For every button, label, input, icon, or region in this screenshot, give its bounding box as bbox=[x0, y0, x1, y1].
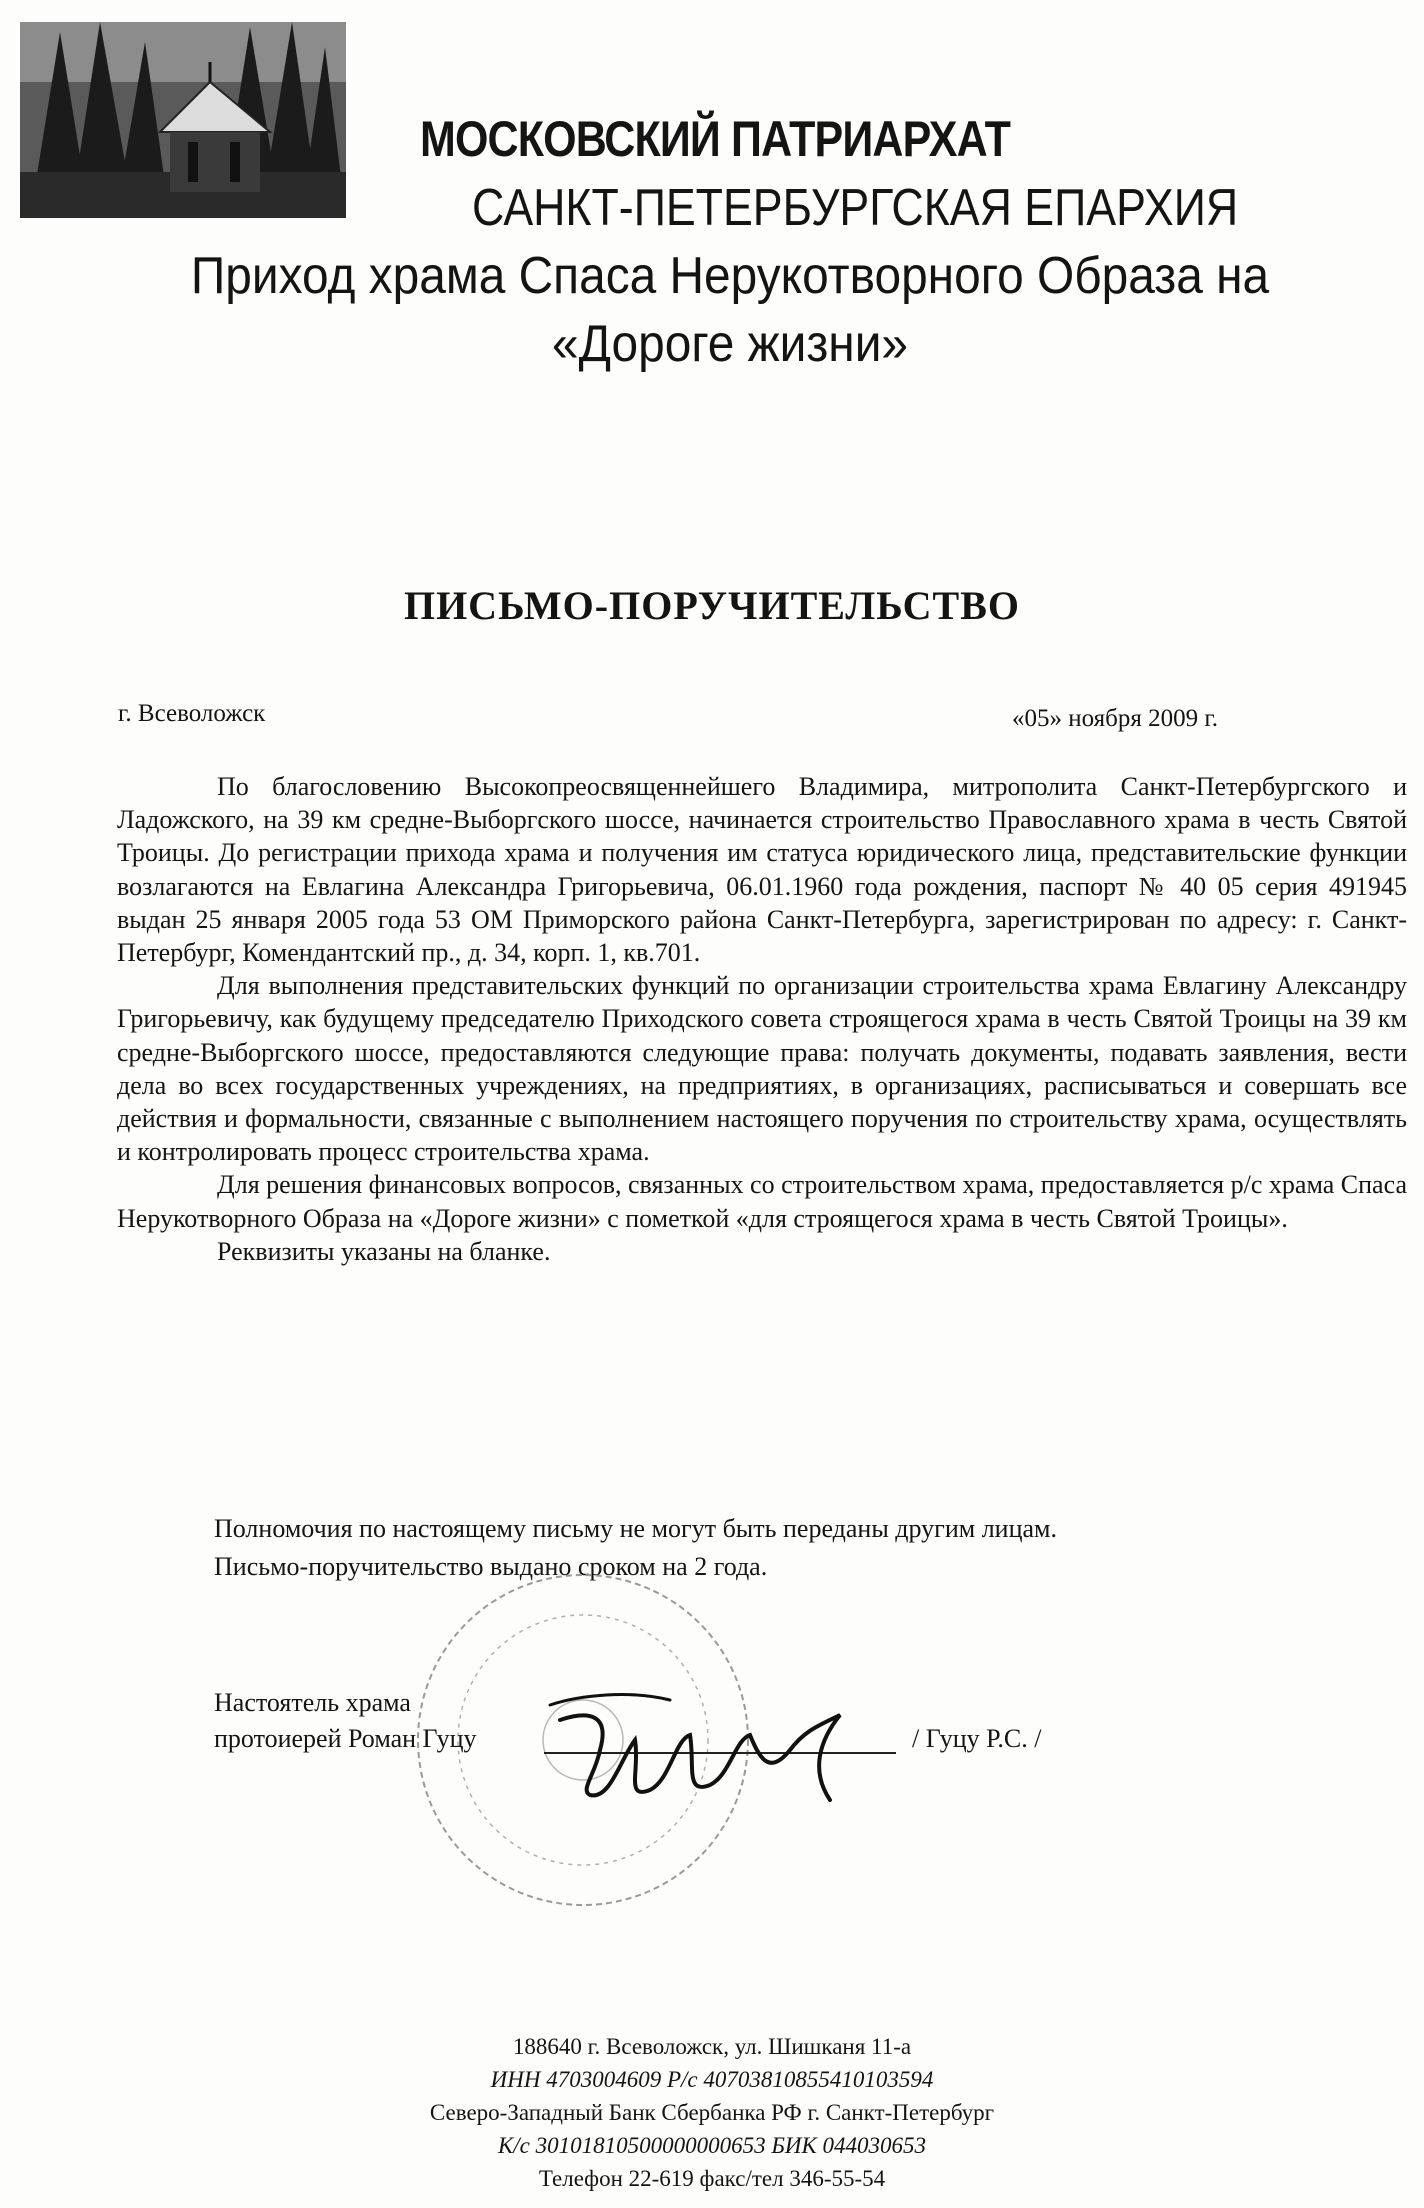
footer-ks: К/с 30101810500000000653 БИК 044030653 bbox=[497, 2133, 927, 2158]
footer-inn: ИНН 4703004609 Р/с 40703810855410103594 bbox=[490, 2067, 934, 2092]
validity-line: Письмо-поручительство выдано сроком на 2 года. bbox=[214, 1552, 768, 1581]
footer-phone: Телефон 22-619 факс/тел 346-55-54 bbox=[538, 2166, 886, 2191]
footer-bank: Северо-Западный Банк Сбербанка РФ г. Санкт-Петербург bbox=[429, 2100, 995, 2125]
powers-line: Полномочия по настоящему письму не могут быть переданы другим лицам. bbox=[214, 1514, 1058, 1543]
church-photo bbox=[20, 22, 346, 218]
city: г. Всеволожск bbox=[118, 700, 266, 727]
date: «05» ноября 2009 г. bbox=[1012, 705, 1219, 732]
requisites-footer bbox=[0, 2030, 1424, 2195]
org-line-2: САНКТ-ПЕТЕРБУРГСКАЯ ЕПАРХИЯ bbox=[472, 179, 1239, 237]
paragraph: Для выполнения представительских функций по организации строительства храма Евлагину Александру Григорьевичу, как будущему председателю Приходского совета строящегося храма в честь Святой Троицы на 39 км средне-Выборгского шоссе, предоставляются следующие права: получать документы, подавать заявления, вести дела во всех государственных учреждениях, на предприятиях, в организациях, расписываться и совершать все действия и формальности, связанные с выполнением настоящего поручения по строительству храма, осуществлять и контролировать процесс строительства храма. bbox=[117, 971, 1407, 1167]
paragraph: По благословению Высокопреосвященнейшего Владимира, митрополита Санкт-Петербургского и Ладожского, на 39 км средне-Выборгского шоссе, начинается строительство Православного храма в честь Святой Троицы. До регистрации прихода храма и получения им статуса юридического лица, представительские функции возлагаются на Евлагина Александра Григорьевича, 06.01.1960 года рождения, паспорт № 40 05 серия 491945 выдан 25 января 2005 года 53 ОМ Приморского района Санкт-Петербурга, зарегистрирован по адресу: г. Санкт-Петербург, Комендантский пр., д. 34, корп. 1, кв.701. bbox=[117, 772, 1407, 968]
powers-note bbox=[214, 1510, 1414, 1586]
signer-title: Настоятель храма bbox=[214, 1688, 411, 1717]
parish-name: Приход храма Спаса Нерукотворного Образа на «Дороге жизни» bbox=[190, 247, 1270, 373]
letter-body bbox=[117, 770, 1407, 1268]
document-title: ПИСЬМО-ПОРУЧИТЕЛЬСТВО bbox=[403, 583, 1021, 628]
signer-block bbox=[214, 1685, 477, 1757]
footer-address: 188640 г. Всеволожск, ул. Шишканя 11-а bbox=[512, 2034, 912, 2059]
paragraph: Реквизиты указаны на бланке. bbox=[217, 1236, 551, 1266]
org-line-1: МОСКОВСКИЙ ПАТРИАРХАТ bbox=[420, 111, 1011, 167]
signature-name: / Гуцу Р.С. / bbox=[912, 1724, 1042, 1753]
signer-name: протоиерей Роман Гуцу bbox=[214, 1724, 477, 1753]
handwritten-signature bbox=[520, 1680, 900, 1820]
paragraph: Для решения финансовых вопросов, связанных со строительством храма, предоставляется р/с храма Спаса Нерукотворного Образа на «Дороге жизни» с пометкой «для строящегося храма в честь Святой Троицы». bbox=[117, 1170, 1407, 1233]
